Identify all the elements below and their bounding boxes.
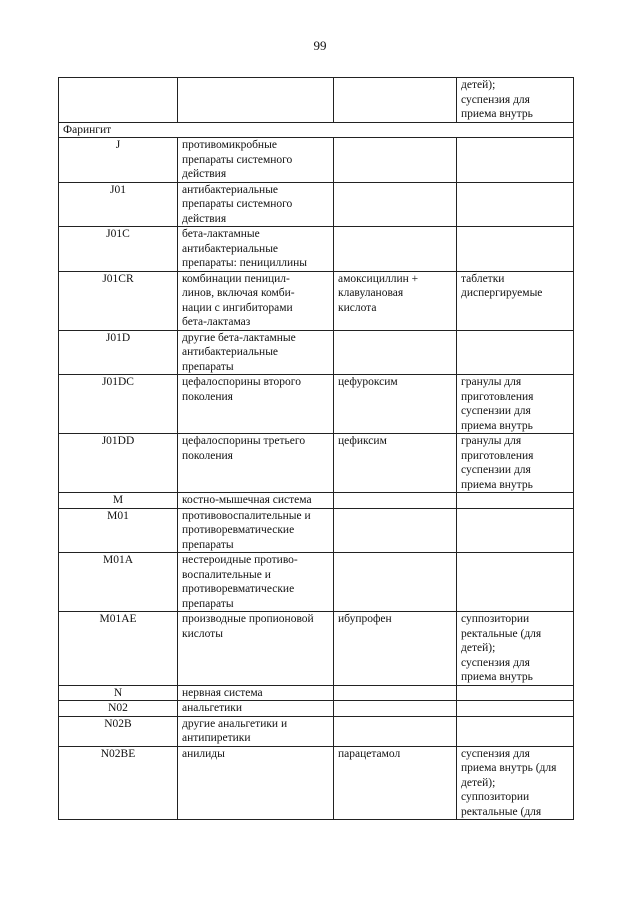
pharm-group-cell: комбинации пеницил- линов, включая комби- нации с ингибиторами бета-лактамаз [178, 271, 334, 330]
table-row [59, 612, 574, 686]
atc-code-cell: J01D [59, 330, 178, 375]
drug-name-cell [334, 227, 457, 272]
drug-name-cell [334, 138, 457, 183]
dosage-form-cell: детей); суспензия для приема внутрь [457, 78, 574, 123]
dosage-form-cell [457, 138, 574, 183]
table-row [59, 434, 574, 493]
pharm-group-cell: бета-лактамные антибактериальные препараты: пенициллины [178, 227, 334, 272]
table-row [59, 508, 574, 553]
table-row [59, 716, 574, 746]
drug-name-cell [334, 716, 457, 746]
pharm-group-cell: нервная система [178, 685, 334, 701]
table-row [59, 701, 574, 717]
pharm-group-cell [178, 78, 334, 123]
drug-name-cell [334, 182, 457, 227]
dosage-form-cell [457, 701, 574, 717]
atc-code-cell: J01 [59, 182, 178, 227]
atc-code-cell: M01 [59, 508, 178, 553]
atc-code-cell: N [59, 685, 178, 701]
pharm-group-cell: цефалоспорины второго поколения [178, 375, 334, 434]
pharm-group-cell: антибактериальные препараты системного действия [178, 182, 334, 227]
drug-name-cell: цефиксим [334, 434, 457, 493]
pharm-group-cell: противовоспалительные и противоревматические препараты [178, 508, 334, 553]
table-row [59, 182, 574, 227]
pharm-group-cell: анальгетики [178, 701, 334, 717]
pharm-group-cell: противомикробные препараты системного действия [178, 138, 334, 183]
section-label: Фарингит [59, 122, 574, 138]
drug-name-cell [334, 553, 457, 612]
table-row [59, 375, 574, 434]
drug-name-cell [334, 685, 457, 701]
atc-code-cell: M01AE [59, 612, 178, 686]
drug-name-cell [334, 330, 457, 375]
pharm-group-cell: другие бета-лактамные антибактериальные препараты [178, 330, 334, 375]
atc-code-cell: J01DC [59, 375, 178, 434]
table-row [59, 138, 574, 183]
atc-code-cell: J01CR [59, 271, 178, 330]
table-row [59, 685, 574, 701]
table-row [59, 493, 574, 509]
drug-name-cell: амоксициллин + клавулановая кислота [334, 271, 457, 330]
atc-code-cell: J01C [59, 227, 178, 272]
table-row [59, 553, 574, 612]
atc-code-cell: M01A [59, 553, 178, 612]
atc-code-cell: N02 [59, 701, 178, 717]
page-number: 99 [313, 38, 327, 53]
atc-code-cell [59, 78, 178, 123]
pharm-group-cell: костно-мышечная система [178, 493, 334, 509]
dosage-form-cell [457, 685, 574, 701]
dosage-form-cell [457, 227, 574, 272]
table-body [59, 78, 574, 820]
table-row [59, 78, 574, 123]
dosage-form-cell [457, 330, 574, 375]
table-row [59, 271, 574, 330]
dosage-form-cell: таблетки диспергируемые [457, 271, 574, 330]
pharm-group-cell: производные пропионовой кислоты [178, 612, 334, 686]
dosage-form-cell: суппозитории ректальные (для детей); суспензия для приема внутрь [457, 612, 574, 686]
dosage-form-cell [457, 508, 574, 553]
dosage-form-cell [457, 716, 574, 746]
atc-code-cell: N02BE [59, 746, 178, 820]
dosage-form-cell [457, 182, 574, 227]
section-row [59, 122, 574, 138]
pharm-group-cell: цефалоспорины третьего поколения [178, 434, 334, 493]
drug-name-cell [334, 493, 457, 509]
drug-name-cell [334, 508, 457, 553]
drug-name-cell [334, 701, 457, 717]
atc-code-cell: M [59, 493, 178, 509]
drug-name-cell: ибупрофен [334, 612, 457, 686]
table-row [59, 746, 574, 820]
table-row [59, 227, 574, 272]
drug-name-cell [334, 78, 457, 123]
pharm-group-cell: нестероидные противо- воспалительные и противоревматические препараты [178, 553, 334, 612]
drug-name-cell: цефуроксим [334, 375, 457, 434]
table-row [59, 330, 574, 375]
dosage-form-cell: гранулы для приготовления суспензии для приема внутрь [457, 434, 574, 493]
pharm-group-cell: другие анальгетики и антипиретики [178, 716, 334, 746]
pharm-group-cell: анилиды [178, 746, 334, 820]
atc-code-cell: N02B [59, 716, 178, 746]
dosage-form-cell: гранулы для приготовления суспензии для приема внутрь [457, 375, 574, 434]
drug-name-cell: парацетамол [334, 746, 457, 820]
atc-code-cell: J [59, 138, 178, 183]
drug-table [58, 77, 574, 820]
dosage-form-cell [457, 493, 574, 509]
dosage-form-cell: суспензия для приема внутрь (для детей); суппозитории ректальные (для [457, 746, 574, 820]
atc-code-cell: J01DD [59, 434, 178, 493]
dosage-form-cell [457, 553, 574, 612]
